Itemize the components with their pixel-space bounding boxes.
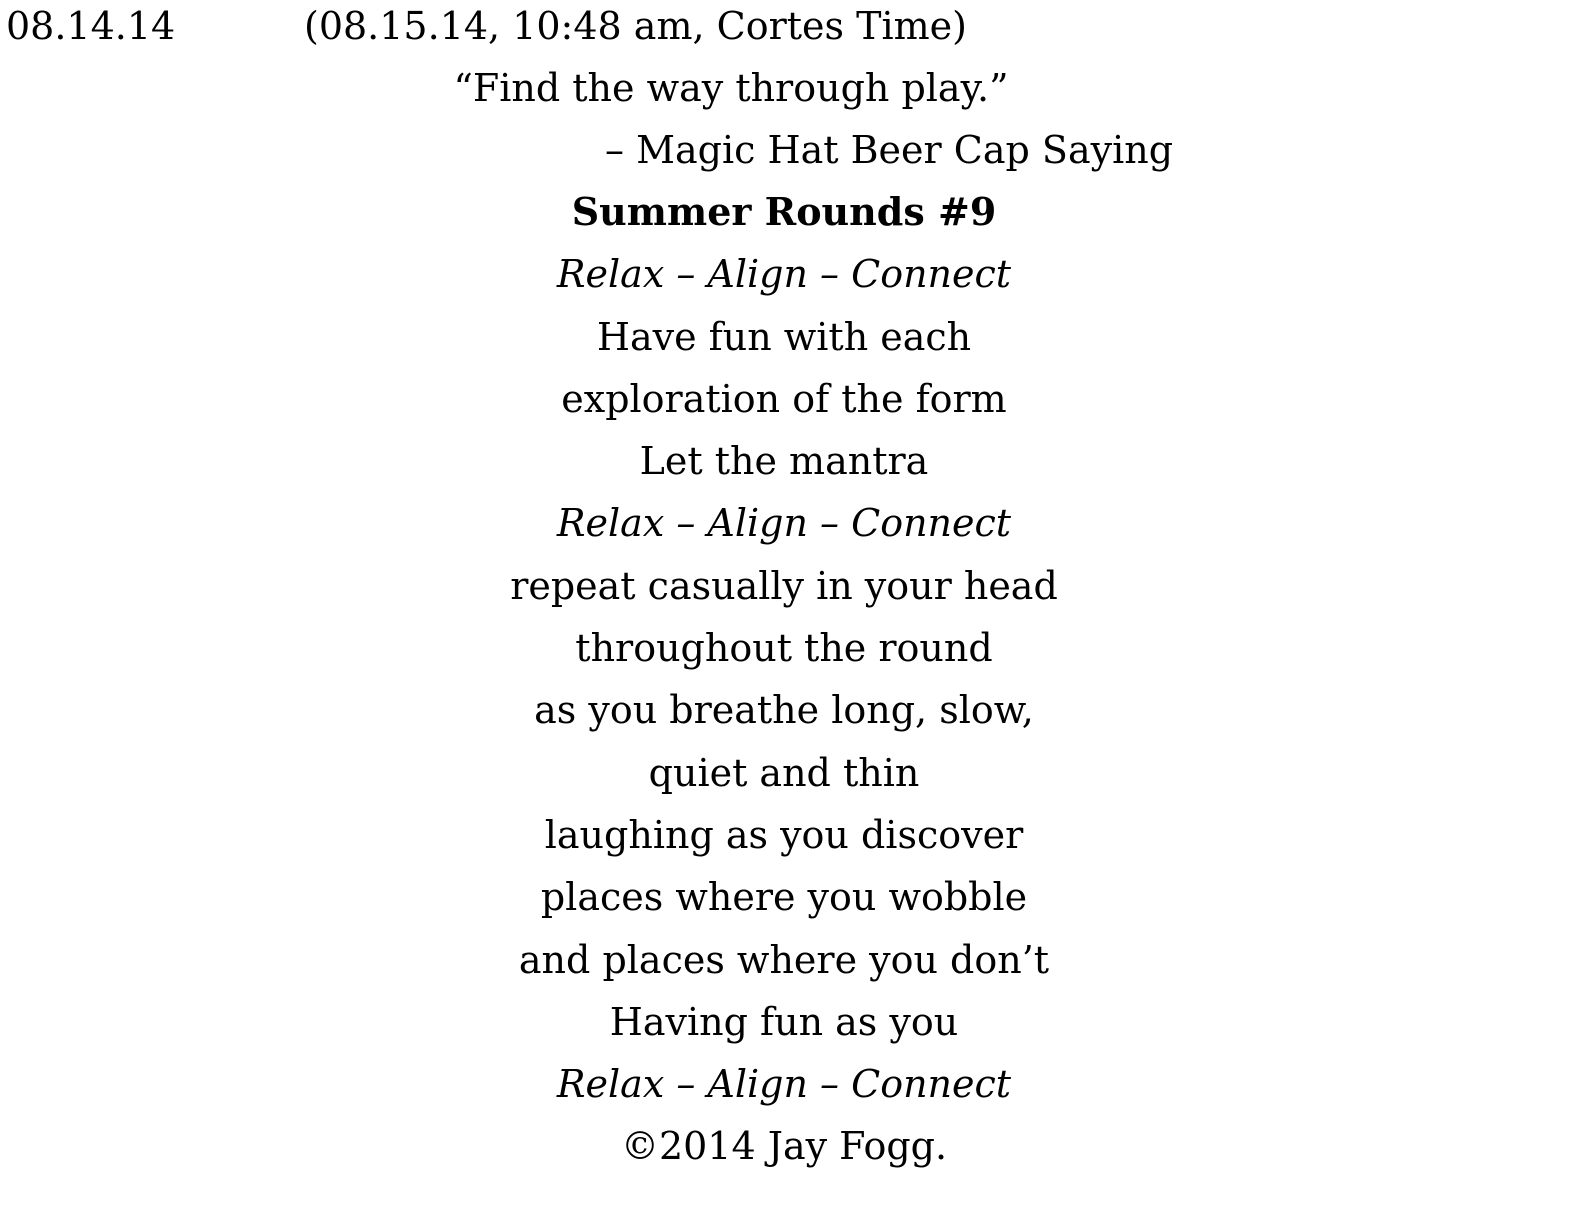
- epigraph-attribution: – Magic Hat Beer Cap Saying: [605, 128, 1174, 172]
- poem-line: Having fun as you: [609, 999, 959, 1044]
- poem-line: and places where you don’t: [518, 937, 1050, 982]
- poem-line: laughing as you discover: [544, 812, 1024, 857]
- poem-line: exploration of the form: [561, 376, 1007, 421]
- poem: [0, 186, 1568, 1183]
- poem-line-mantra: Relax – Align – Connect: [556, 501, 1012, 546]
- poem-title: Summer Rounds #9: [571, 189, 997, 234]
- poem-line: as you breathe long, slow,: [534, 688, 1034, 733]
- poem-line-mantra: Relax – Align – Connect: [556, 1062, 1012, 1107]
- copyright: ©2014 Jay Fogg.: [620, 1124, 948, 1169]
- poem-line: places where you wobble: [540, 875, 1028, 920]
- header-timestamp: (08.15.14, 10:48 am, Cortes Time): [304, 4, 967, 48]
- poem-line: Let the mantra: [639, 439, 929, 484]
- poem-line: Have fun with each: [596, 314, 972, 359]
- poem-line: repeat casually in your head: [510, 563, 1058, 608]
- epigraph-quote: “Find the way through play.”: [453, 66, 1009, 110]
- poem-line: quiet and thin: [648, 750, 920, 795]
- header-date: 08.14.14: [6, 4, 176, 48]
- poem-line: throughout the round: [575, 626, 993, 671]
- poem-line-mantra: Relax – Align – Connect: [556, 252, 1012, 297]
